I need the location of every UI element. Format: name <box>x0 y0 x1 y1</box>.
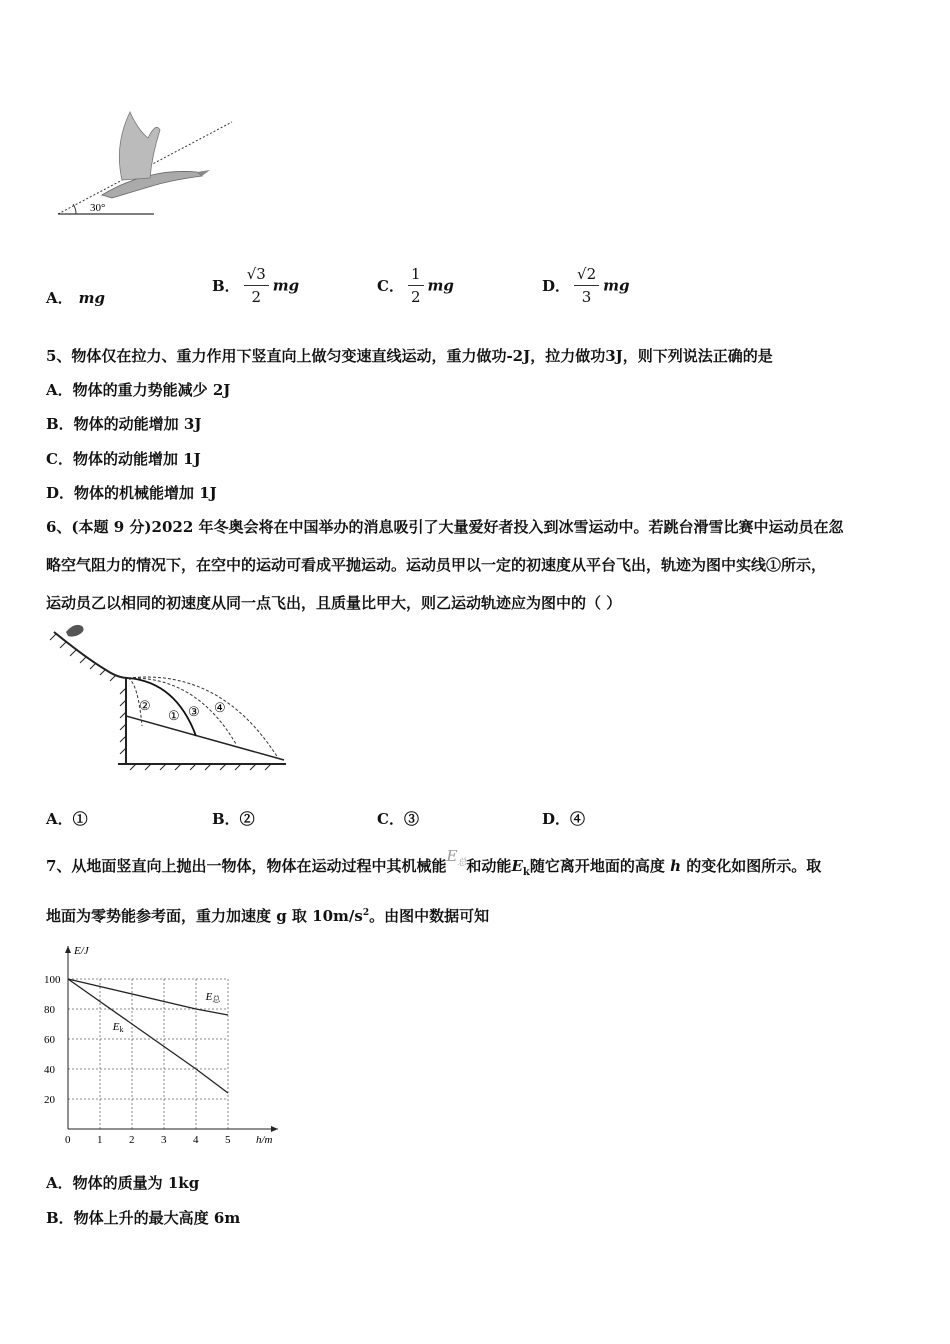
q4-option-a[interactable] <box>46 287 105 308</box>
x-tick-label: 5 <box>225 1134 231 1146</box>
fraction-numerator: 1 <box>408 263 424 286</box>
etotal-line-label: E总 <box>205 991 221 1004</box>
q7-stem-line-2 <box>46 905 489 926</box>
q7-stem-text: 7、从地面竖直向上抛出一物体，物体在运动过程中其机械能 <box>46 857 447 875</box>
fraction-numerator: √2 <box>574 263 599 286</box>
ski-jump-figure <box>46 618 296 773</box>
y-axis-arrow <box>65 946 71 953</box>
h-symbol: h <box>670 857 681 875</box>
option-expr: mg <box>272 276 300 295</box>
bird-figure <box>52 100 242 225</box>
trajectory-label-1: ① <box>168 708 180 723</box>
etotal-symbol <box>446 847 467 868</box>
fraction <box>408 263 424 308</box>
y-tick-label: 40 <box>44 1064 55 1076</box>
option-expr: mg <box>78 289 106 307</box>
x-tick-label: 0 <box>65 1134 71 1146</box>
q5-option-b[interactable]: B．物体的动能增加 3J <box>46 415 202 433</box>
fraction <box>574 263 599 308</box>
fraction-denominator: 3 <box>581 288 592 306</box>
trajectory-label-2: ② <box>139 698 151 713</box>
q4-option-b[interactable] <box>212 263 299 308</box>
q7-stem-line-1 <box>46 847 822 878</box>
q6-stem-line-2: 略空气阻力的情况下，在空中的运动可看成平抛运动。运动员甲以一定的初速度从平台飞出，轨迹为图中实线①所示， <box>46 556 827 574</box>
y-tick-label: 60 <box>44 1034 55 1046</box>
q5-option-d[interactable]: D．物体的机械能增加 1J <box>46 484 217 502</box>
y-tick-label: 20 <box>44 1094 55 1106</box>
superscript: 2 <box>362 908 370 918</box>
option-letter: C． <box>377 277 404 295</box>
x-tick-label: 4 <box>193 1134 199 1146</box>
option-letter: A． <box>46 289 73 307</box>
q6-option-b[interactable]: B．② <box>212 810 255 828</box>
series-line-ek <box>68 979 228 1093</box>
option-letter: D． <box>542 277 571 295</box>
etotal-letter: E <box>446 847 458 865</box>
series-line-etotal <box>68 979 228 1015</box>
q5-option-c[interactable]: C．物体的动能增加 1J <box>46 450 201 468</box>
fraction-denominator: 2 <box>410 288 421 306</box>
option-expr: mg <box>603 276 630 295</box>
q7-stem-text: 的变化如图所示。取 <box>686 857 822 875</box>
q7-stem-text: 地面为零势能参考面，重力加速度 g 取 10m/s <box>46 907 363 925</box>
x-tick-label: 1 <box>97 1134 103 1146</box>
q5-stem: 5、物体仅在拉力、重力作用下竖直向上做匀变速直线运动，重力做功-2J，拉力做功3J，则下列说法正确的是 <box>46 347 773 365</box>
option-expr: mg <box>427 276 454 295</box>
q7-stem-text: 。由图中数据可知 <box>369 907 490 925</box>
fraction-numerator: √3 <box>244 263 269 286</box>
fraction <box>244 263 269 308</box>
q5-option-a[interactable]: A．物体的重力势能减少 2J <box>46 381 231 399</box>
ek-line-label: Ek <box>112 1021 124 1034</box>
angle-label: 30° <box>90 202 106 214</box>
x-tick-label: 2 <box>129 1134 135 1146</box>
option-letter: B． <box>212 277 240 295</box>
q6-option-c[interactable]: C．③ <box>377 810 419 828</box>
q7-stem-text: 随它离开地面的高度 <box>529 857 665 875</box>
y-tick-label: 100 <box>44 974 61 986</box>
q6-stem-line-3: 运动员乙以相同的初速度从同一点飞出，且质量比甲大，则乙运动轨迹应为图中的（ ） <box>46 594 622 612</box>
q6-stem-line-1: 6、(本题 9 分)2022 年冬奥会将在中国举办的消息吸引了大量爱好者投入到冰雪运动中。若跳台滑雪比赛中运动员在忽 <box>46 518 844 536</box>
q4-option-d[interactable] <box>542 263 630 308</box>
energy-height-chart <box>36 938 296 1153</box>
y-tick-label: 80 <box>44 1004 55 1016</box>
q7-option-b[interactable]: B．物体上升的最大高度 6m <box>46 1209 241 1227</box>
x-tick-label: 3 <box>161 1134 167 1146</box>
trajectory-label-3: ③ <box>188 704 200 719</box>
ek-symbol: E <box>511 857 523 875</box>
ek-sub: k <box>522 867 530 878</box>
etotal-sub: 总 <box>457 858 467 868</box>
q6-option-d[interactable]: D．④ <box>542 810 586 828</box>
trajectory-label-4: ④ <box>214 700 226 715</box>
y-axis-label: E/J <box>74 945 89 957</box>
x-axis-arrow <box>271 1126 278 1132</box>
fraction-denominator: 2 <box>251 288 262 306</box>
q7-stem-text: 和动能 <box>466 857 512 875</box>
x-axis-label: h/m <box>256 1134 273 1146</box>
q4-option-c[interactable] <box>377 263 454 308</box>
q6-option-a[interactable]: A．① <box>46 810 88 828</box>
q7-option-a[interactable]: A．物体的质量为 1kg <box>46 1174 200 1192</box>
